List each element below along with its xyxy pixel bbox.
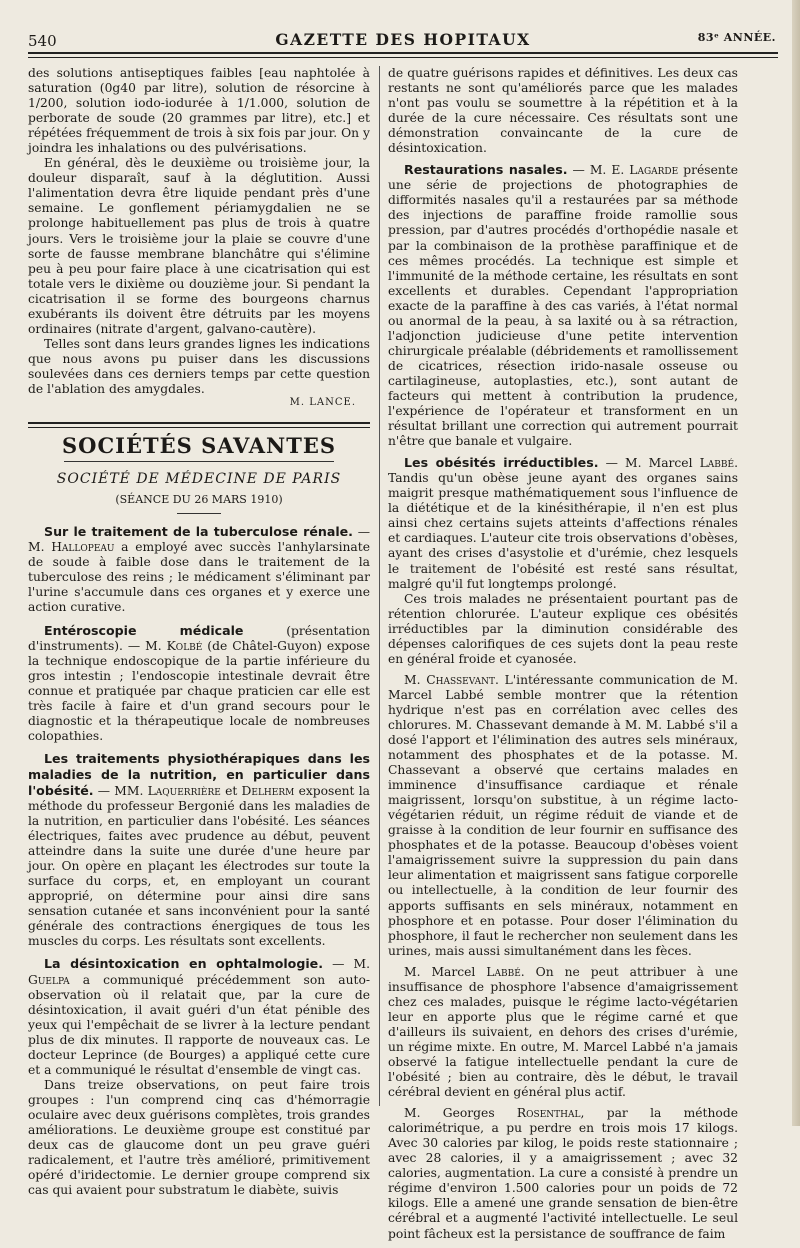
article-paragraph: Restaurations nasales. — M. E. Lagarde présente une série de projections de photographies de difformités nasales qu'il a restaurées par sa méthode des injections de paraffine froide ramollie sous pression, par d'autres procédés d'orthopédie nasale et par la combinaison de la prothèse paraffinique et de ces mêmes procédés. La technique est simple et l'immunité de la méthode certaine, les résultats en sont excellents et durables. Cependant l'appropriation exacte de la paraffine à des cas variés, à l'état normal ou anormal de la peau, à sa laxité ou à sa rétraction, l'adjonction judicieuse d'une petite intervention chirurgicale préalable (débridements et ramollissement de cicatrices, résection irido-nasale osseuse ou cartilagineuse, autoplasties, etc.), sont autant de facteurs qui mettent à contribution la prudence, l'expérience de l'opérateur et transforment en un résultat brillant une correction qui autrement pourrait n'être que banale et vulgaire.	[388, 162, 738, 449]
article-item	[28, 956, 370, 1198]
article-heading: Entéroscopie médicale	[44, 622, 244, 638]
article-item	[28, 751, 370, 950]
article-paragraph: Entéroscopie médicale (présentation d'instruments). — M. Kolbé (de Châtel-Guyon) expose la technique endoscopique de la partie inférieure du gros intestin ; l'endoscopie intestinale devrait être connue et pratiquée par chaque praticien car elle est très facile à faire et d'un grand secours pour le diagnostic et la thérapeutique locale de nombreuses colopathies.	[28, 622, 371, 743]
article-paragraph: Dans treize observations, on peut faire trois groupes : l'un comprend cinq cas d'hémorragie oculaire avec deux guérisons complètes, trois grandes améliorations. Le deuxième groupe est constitué par deux cas de glaucome dont un peu grave guéri radicalement, et l'autre très amélioré, primitivement opéré d'iridectomie. Le dernier groupe comprend six cas qui avaient pour substratum le diabète, suivis	[28, 1077, 370, 1198]
article-item	[28, 623, 370, 744]
article-item	[388, 162, 738, 449]
page-number: 540	[28, 32, 57, 50]
right-column	[388, 66, 738, 1248]
intro-paragraph: Telles sont dans leurs grandes lignes les indications que nous avons pu puiser dans les discussions soulevées dans ces derniers temps par cette question de l'ablation des amygdales.	[28, 336, 370, 396]
section-rule-thin	[28, 427, 370, 428]
author-name: Chassevant	[426, 672, 495, 687]
article-paragraph: La désintoxication en ophtalmologie. — M. Guelpa a communiqué précédemment son auto-observation où il relatait que, par la cure de désintoxication, il avait guéri d'un état pénible des yeux qui l'empêchait de se livrer à la lecture pendant plus de dix minutes. Il rapporte de nouveaux cas. Le docteur Leprince (de Bourges) a appliqué cette cure et a communiqué le résultat d'ensemble de vingt cas.	[28, 956, 370, 1077]
author-name: Laquerrière	[147, 783, 221, 798]
article-paragraph: M. Marcel Labbé. On ne peut attribuer à une insuffisance de phosphore l'absence d'amaigrissement chez ces malades, puisque le régime lacto-végétarien leur en apporte plus que le régime carné et que d'ailleurs ils suivaient, en dehors des crises d'urémie, un régime mixte. En outre, M. Marcel Labbé n'a jamais observé la fatigue intellectuelle pendant la cure de l'obésité ; bien au contraire, dès le début, le travail cérébral devient en général plus actif.	[388, 964, 738, 1100]
intro-paragraph: En général, dès le deuxième ou troisième jour, la douleur disparaît, sauf à la déglutition. Aussi l'alimentation devra être liquide pendant près d'une semaine. Le gonflement périamygdalien ne se prolonge habituellement pas plus de trois à quatre jours. Vers le troisième jour la plaie se couvre d'une sorte de fausse membrane blanchâtre qui s'élimine peu à peu pour faire place à une cicatrisation qui est totale vers le dixième ou douzième jour. Si pendant la cicatrisation il se forme des bourgeons charnus exubérants ils doivent être détruits par les moyens ordinaires (nitrate d'argent, galvano-cautère).	[28, 156, 370, 336]
year-label: 83ᵉ ANNÉE.	[697, 31, 776, 44]
page-edge	[792, 0, 800, 1126]
article-heading: Sur le traitement de la tuberculose rénale.	[44, 524, 353, 540]
article-item	[388, 455, 738, 667]
article-item	[388, 965, 738, 1100]
journal-title: GAZETTE DES HOPITAUX	[275, 30, 531, 49]
author-name: Labbé	[699, 456, 735, 471]
author-name: Delherm	[241, 783, 295, 798]
article-paragraph: Sur le traitement de la tuberculose rénale. — M. Hallopeau a employé avec succès l'anhylarsinate de soude à faible dose dans le traitement de la tuberculose des reins ; le médicament s'éliminant par l'urine s'accumule dans ces organes et y exerce une action curative.	[28, 524, 370, 615]
short-divider	[177, 513, 221, 514]
left-column	[28, 66, 370, 1205]
article-item	[388, 673, 738, 959]
article-heading: Restaurations nasales.	[404, 162, 568, 178]
article-item	[388, 1106, 738, 1241]
article-paragraph: M. Georges Rosenthal, par la méthode calorimétrique, a pu perdre en trois mois 17 kilogs. Avec 30 calories par kilog, le poids reste stationnaire ; avec 28 calories, il y a amaigrissement ; avec 32 calories, augmentation. La cure a consisté à prendre un régime d'environ 1.500 calories pour un poids de 72 kilogs. Elle a amené une grande sensation de bien-être cérébral et a augmenté l'activité intellectuelle. Le seul point fâcheux est la persistance de souffrance de faim	[388, 1106, 738, 1241]
section-title: SOCIÉTÉS SAVANTES	[62, 433, 336, 459]
author-name: Hallopeau	[51, 540, 115, 555]
author-signature: M. LANCE.	[289, 397, 356, 409]
section-title-rule	[64, 461, 334, 462]
article-heading: Les obésités irréductibles.	[404, 455, 599, 471]
article-item	[28, 524, 370, 615]
author-name: Labbé	[486, 964, 521, 979]
column-divider	[379, 66, 380, 1106]
header-rule-thin	[28, 57, 778, 58]
article-paragraph: Les traitements physiothérapiques dans les maladies de la nutrition, en particulier dans l'obésité. — MM. Laquerrière et Delherm exposent la méthode du professeur Bergonié dans les maladies de la nutrition, en particulier dans l'obésité. Les séances électriques, faites avec prudence au début, peuvent atteindre dans la suite une durée d'une heure par jour. On opère en plaçant les électrodes sur toute la surface du corps, et, en employant un courant approprié, on détermine pour ainsi dire sans sensation cutanée et sans inconvénient pour la santé générale des contractions énergiques de tous les muscles du corps. Les résultats sont excellents.	[28, 750, 370, 949]
intro-paragraph: des solutions antiseptiques faibles [eau naphtolée à saturation (0g40 par litre), solution de résorcine à 1/200, solution iodo-iodurée à 1/1.000, solution de perborate de soude (20 grammes par litre), etc.] et répétées fréquemment de trois à six fois par jour. On y joindra les inhalations ou des pulvérisations.	[28, 66, 370, 156]
article-heading: Les traitements physiothérapiques dans les maladies de la nutrition, en particulier dans l'obésité.	[28, 750, 370, 798]
article-paragraph: Ces trois malades ne présentaient pourtant pas de rétention chlorurée. L'auteur explique ces obésités irréductibles par la diminution considérable des dépenses calorifiques de ces sujets dont la peau reste en général froide et cyanosée.	[388, 591, 738, 666]
section-rule-thick	[28, 422, 370, 424]
session-date: (SÉANCE DU 26 MARS 1910)	[115, 493, 283, 507]
society-title: SOCIÉTÉ DE MÉDECINE DE PARIS	[56, 471, 342, 488]
author-name: Kolbé	[166, 638, 203, 653]
author-name: Lagarde	[629, 163, 679, 178]
article-paragraph: M. Chassevant. L'intéressante communication de M. Marcel Labbé semble montrer que la rétention hydrique n'est pas en corrélation avec celles des chlorures. M. Chassevant demande à M. M. Labbé s'il a dosé l'apport et l'élimination des autres sels minéraux, notamment des phosphates et de la potasse. M. Chassevant a observé que certains malades en imminence d'insuffisance cardiaque et rénale maigrissent, lorsqu'on substitue, à un régime lacto-végétarien réduit, un régime réduit de viande et de graisse à la condition de leur fournir en suffisance des phosphates et de la potasse. Beaucoup d'obèses voient l'amaigrissement suivre la suppression du pain dans leur alimentation et maigrissent sans fatigue corporelle ou intellectuelle, à la condition de leur fournir des apports suffisants en sels minéraux, notamment en phosphore et en potasse. Pour doser l'élimination du phosphore, il faut le rechercher non seulement dans les urines, mais aussi simultanément dans les fèces.	[388, 672, 738, 958]
continued-paragraph: de quatre guérisons rapides et définitives. Les deux cas restants ne sont qu'améliorés parce que les malades n'ont pas voulu se soumettre à la répétition et à la durée de la cure nécessaire. Ces résultats sont une démonstration convaincante de la cure de désintoxication.	[388, 66, 738, 156]
author-name: Rosenthal	[516, 1106, 581, 1121]
article-paragraph: Les obésités irréductibles. — M. Marcel Labbé. Tandis qu'un obèse jeune ayant des organes sains maigrit presque mathématiquement sous l'influence de la diététique et de la kinésithérapie, il n'en est plus ainsi chez certains sujets atteints d'affections rénales et cardiaques. L'auteur cite trois observations d'obèses, ayant des crises d'asystolie et d'urémie, chez lesquels le traitement de l'obésité est resté sans résultat, malgré qu'il fut longtemps prolongé.	[388, 455, 738, 591]
article-heading: La désintoxication en ophtalmologie.	[44, 956, 323, 972]
page-header	[28, 28, 778, 50]
author-name: Guelpa	[28, 972, 70, 987]
header-rule-thick	[28, 52, 778, 54]
